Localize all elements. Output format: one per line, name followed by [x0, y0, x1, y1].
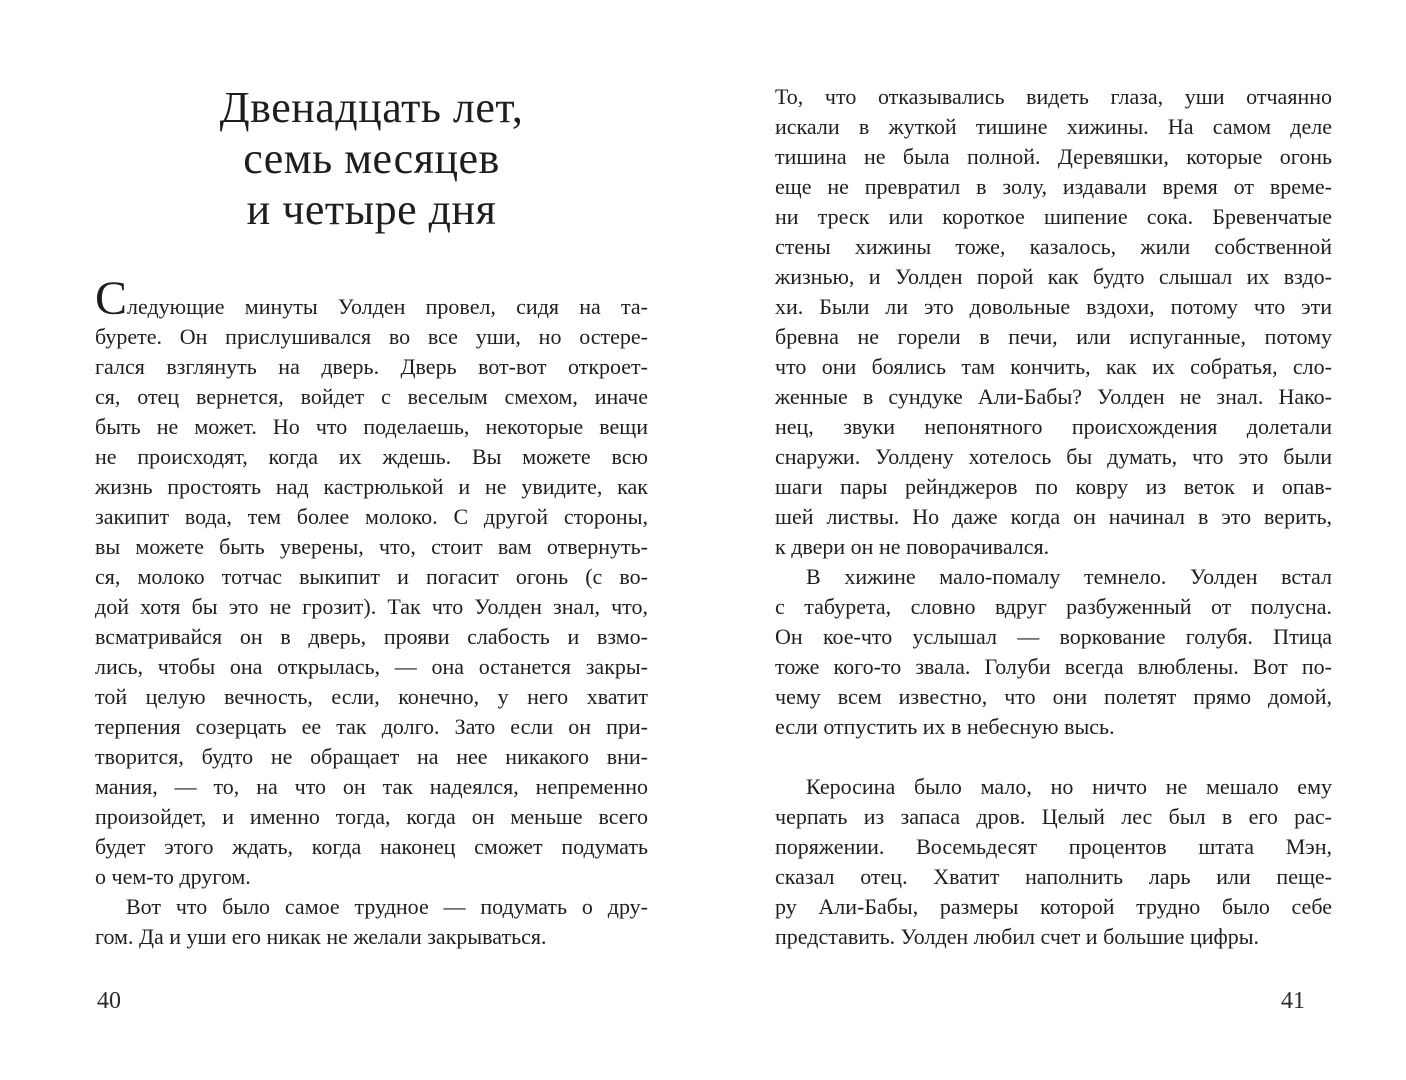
text-line: не происходят, когда их ждешь. Вы можете всю: [95, 444, 648, 469]
text-line: бурете. Он прислушивался во все уши, но остере-: [95, 324, 648, 349]
text-line: В хижине мало-помалу темнело. Уолден встал: [806, 564, 1332, 589]
paragraph: [95, 272, 648, 892]
text-line: тоже кого-то звала. Голуби всегда влюблены. Вот по-: [775, 654, 1332, 679]
text-line: стены хижины тоже, казалось, жили собственной: [775, 234, 1332, 259]
text-line: гался взглянуть на дверь. Дверь вот-вот откроет-: [95, 354, 648, 379]
text-line: быть не может. Но что поделаешь, некоторые вещи: [95, 414, 648, 439]
text-line: ни треск или короткое шипение сока. Бревенчатые: [775, 204, 1332, 229]
text-line: черпать из запаса дров. Целый лес был в его рас-: [775, 804, 1332, 829]
text-line: шаги пары рейнджеров по ковру из веток и опав-: [775, 474, 1332, 499]
page-number-right: 41: [1281, 988, 1305, 1014]
text-line: если отпустить их в небесную высь.: [775, 714, 1115, 739]
text-line: жизнью, и Уолден порой как будто слышал их вздо-: [775, 264, 1332, 289]
text-line: нец, звуки непонятного происхождения долетали: [775, 414, 1332, 439]
text-line: терпения созерцать ее так долго. Зато если он при-: [95, 714, 648, 739]
text-line: произойдет, и именно тогда, когда он меньше всего: [95, 804, 648, 829]
text-line: гом. Да и уши его никак не желали закрываться.: [95, 924, 547, 949]
text-line: тишина не была полной. Деревяшки, которые огонь: [775, 144, 1332, 169]
text-line: бревна не горели в печи, или испуганные, потому: [775, 324, 1332, 349]
chapter-title-line-3: и четыре дня: [246, 185, 497, 234]
text-line: ся, отец вернется, войдет с веселым смехом, иначе: [95, 384, 648, 409]
text-line: ру Али-Бабы, размеры которой трудно было себе: [775, 894, 1332, 919]
text-line: вы можете быть уверены, что, стоит вам отвернуть-: [95, 534, 648, 559]
text-line: мания, — то, на что он так надеялся, непременно: [95, 774, 648, 799]
paragraph: [95, 892, 648, 952]
page-left: [95, 0, 648, 1080]
text-line: к двери он не поворачивался.: [775, 534, 1050, 559]
text-line: дой хотя бы это не грозит). Так что Уолден знал, что,: [95, 594, 648, 619]
left-page-body: [95, 272, 648, 952]
text-line: поряжении. Восемьдесят процентов штата Мэн,: [775, 834, 1332, 859]
text-line: что они боялись там кончить, как их собратья, сло-: [775, 354, 1332, 379]
text-line: лись, чтобы она открылась, — она останется закры-: [95, 654, 648, 679]
text-line: шей листвы. Но даже когда он начинал в это верить,: [775, 504, 1332, 529]
page-right: [775, 0, 1332, 1080]
text-line: Он кое-что услышал — воркование голубя. Птица: [775, 624, 1332, 649]
text-line: с табурета, словно вдруг разбуженный от полусна.: [775, 594, 1332, 619]
text-line: будет этого ждать, когда наконец сможет подумать: [95, 834, 648, 859]
text-line: женные в сундуке Али-Бабы? Уолден не знал. Нако-: [775, 384, 1332, 409]
text-line: еще не превратил в золу, издавали время от време-: [775, 174, 1332, 199]
text-line: жизнь простоять над кастрюлькой и не увидите, как: [95, 474, 648, 499]
paragraph: [775, 772, 1332, 952]
text-line: чему всем известно, что они полетят прямо домой,: [775, 684, 1332, 709]
chapter-title: [95, 82, 648, 235]
text-line: То, что отказывались видеть глаза, уши отчаянно: [775, 84, 1332, 109]
right-page-body: [775, 82, 1332, 952]
text-line: снаружи. Уолдену хотелось бы думать, что это были: [775, 444, 1332, 469]
raised-initial: С: [95, 272, 128, 325]
text-line: Следующие минуты Уолден провел, сидя на та-: [95, 272, 648, 325]
text-line: закипит вода, тем более молоко. С другой стороны,: [95, 504, 648, 529]
text-line: Керосина было мало, но ничто не мешало ему: [806, 774, 1332, 799]
text-line: той целую вечность, если, конечно, у него хватит: [95, 684, 648, 709]
text-line: всматривайся он в дверь, прояви слабость и взмо-: [95, 624, 648, 649]
text-line: о чем-то другом.: [95, 864, 251, 889]
text-line: ся, молоко тотчас выкипит и погасит огонь (с во-: [95, 564, 648, 589]
text-line: сказал отец. Хватит наполнить ларь или пеще-: [775, 864, 1332, 889]
text-line: представить. Уолден любил счет и большие цифры.: [775, 924, 1260, 949]
text-line: хи. Были ли это довольные вздохи, потому что эти: [775, 294, 1332, 319]
paragraph: [775, 82, 1332, 562]
page-number-left: 40: [97, 988, 121, 1014]
text-line: искали в жуткой тишине хижины. На самом деле: [775, 114, 1332, 139]
chapter-title-line-1: Двенадцать лет,: [219, 83, 524, 132]
chapter-title-line-2: семь месяцев: [243, 134, 500, 183]
paragraph: [775, 562, 1332, 742]
text-line: творится, будто не обращает на нее никакого вни-: [95, 744, 648, 769]
text-line: Вот что было самое трудное — подумать о дру-: [126, 894, 648, 919]
